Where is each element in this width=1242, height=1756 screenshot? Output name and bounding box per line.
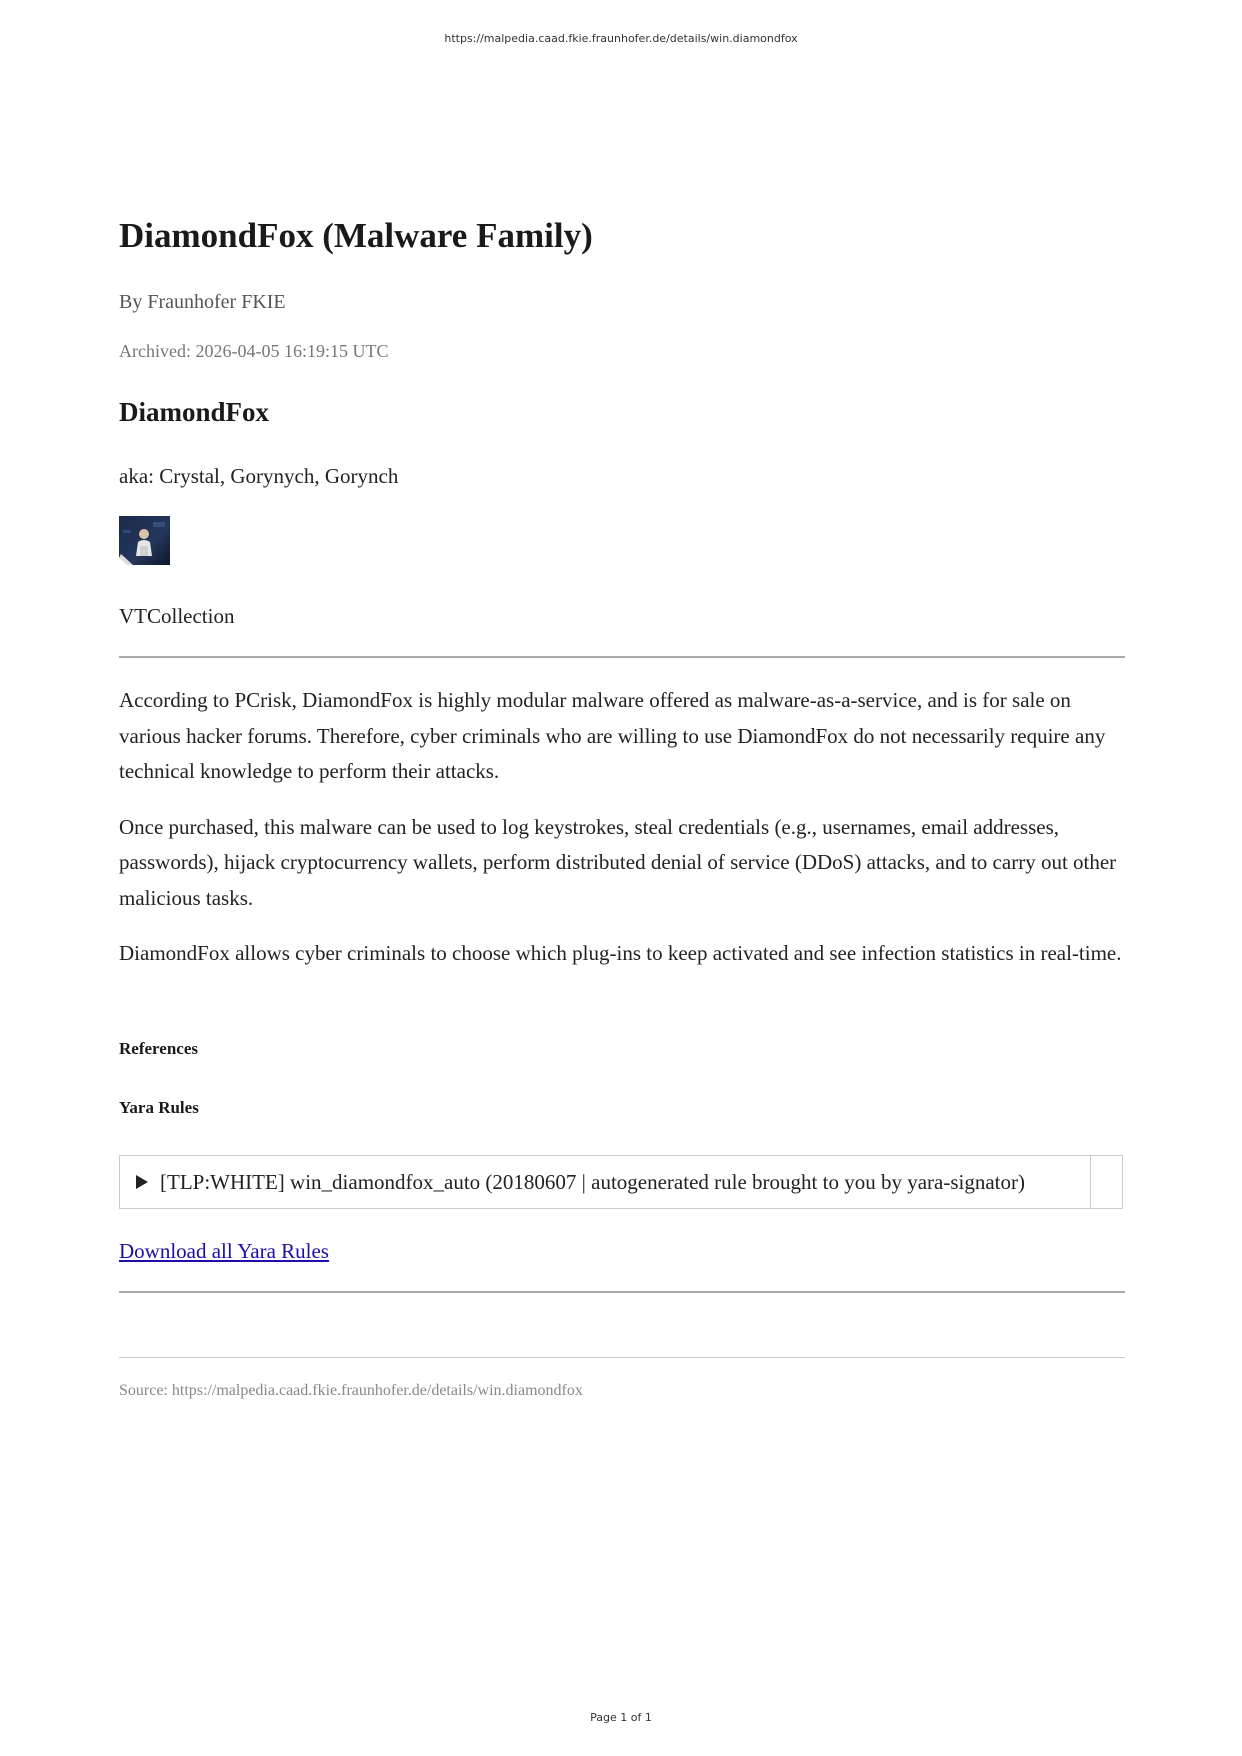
description-paragraph: DiamondFox allows cyber criminals to choose which plug-ins to keep activated and see infection statistics in real-time. [119, 941, 1122, 965]
yara-rule-label: [TLP:WHITE] win_diamondfox_auto (20180607 | autogenerated rule brought to you by yara-signator) [160, 1169, 1025, 1194]
divider [119, 656, 1125, 658]
byline: By Fraunhofer FKIE [119, 291, 286, 313]
collection-label: VTCollection [119, 604, 235, 628]
references-heading: References [119, 1039, 198, 1058]
avatar-image [119, 516, 170, 565]
page-title: DiamondFox (Malware Family) [119, 216, 593, 255]
yara-rule-summary[interactable] [120, 1156, 1090, 1208]
description-paragraph: According to PCrisk, DiamondFox is highly modular malware offered as malware-as-a-service, and is for sale on various hacker forums. Therefore, cyber criminals who are willing to use DiamondFox do not necessarily require any technical knowledge to perform their attacks. [119, 688, 1106, 783]
yara-rules-heading: Yara Rules [119, 1098, 199, 1117]
description-paragraph: Once purchased, this malware can be used to log keystrokes, steal credentials (e.g., usernames, email addresses, passwords), hijack cryptocurrency wallets, perform distributed denial of service (DDoS) attacks, and to carry out other malicious tasks. [119, 814, 1117, 910]
print-header-url: https://malpedia.caad.fkie.fraunhofer.de/details/win.diamondfox [444, 32, 798, 45]
source-url: Source: https://malpedia.caad.fkie.fraunhofer.de/details/win.diamondfox [119, 1382, 583, 1399]
table-cell-divider [1090, 1156, 1091, 1208]
user-avatar-photo[interactable] [119, 516, 170, 565]
divider [119, 1291, 1125, 1293]
family-name-heading: DiamondFox [119, 397, 270, 427]
triangle-right-icon[interactable] [136, 1175, 148, 1189]
page-number: Page 1 of 1 [590, 1711, 652, 1724]
footer-divider [119, 1357, 1125, 1358]
archived-timestamp: Archived: 2026-04-05 16:19:15 UTC [119, 341, 389, 361]
download-yara-rules-link[interactable]: Download all Yara Rules [119, 1239, 329, 1263]
yara-rule-details [119, 1155, 1123, 1209]
description [119, 683, 1125, 992]
aliases: aka: Crystal, Gorynych, Gorynch [119, 464, 399, 488]
